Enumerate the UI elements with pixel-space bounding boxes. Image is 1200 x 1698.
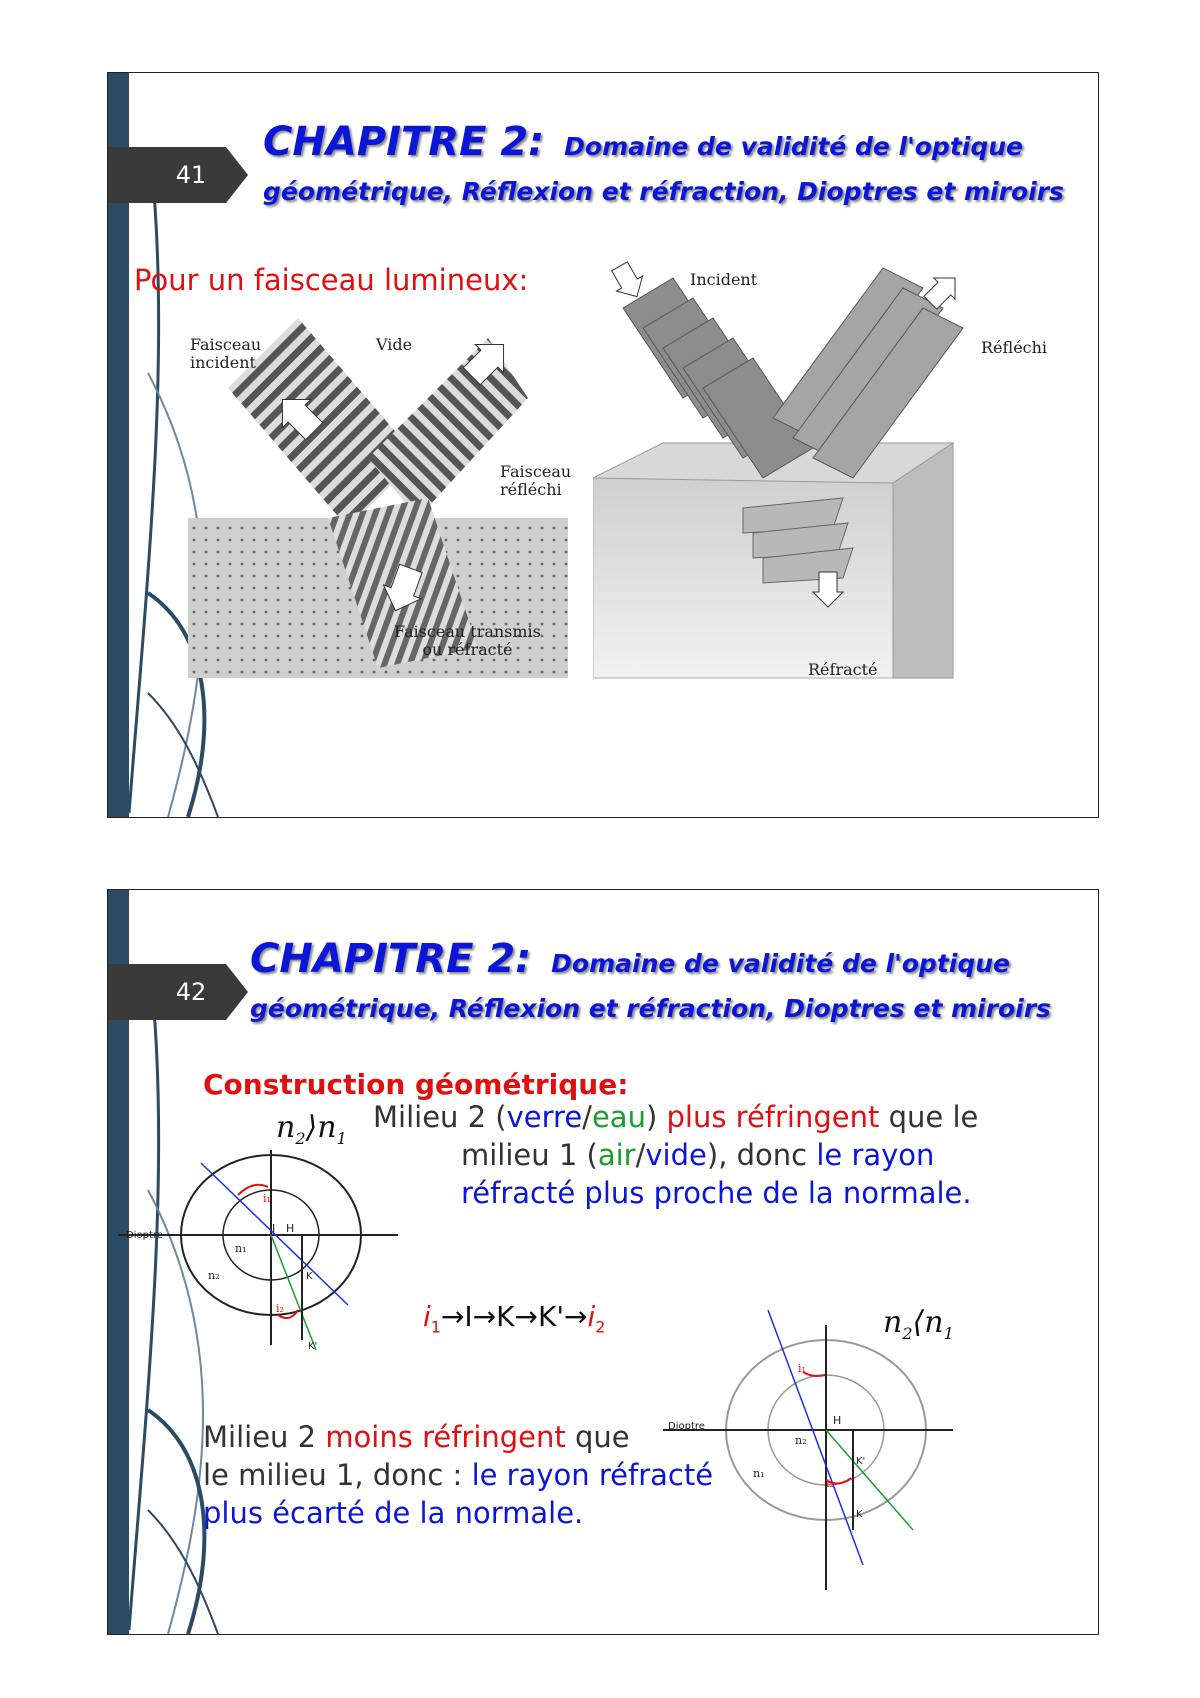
seq-i1-sub: 1	[430, 1317, 441, 1337]
label-K-prime: K'	[308, 1341, 318, 1352]
intro-text: Pour un faisceau lumineux:	[134, 263, 529, 297]
label-H: H	[286, 1222, 295, 1235]
chapter-title-sub1: Domaine de validité de l'optique	[551, 949, 1010, 978]
text: le milieu 1, donc :	[203, 1458, 472, 1492]
n2-subscript: 2	[295, 1129, 306, 1148]
chapter-title-main: CHAPITRE 2:	[263, 119, 545, 165]
relation-symbol: ⟨	[912, 1305, 925, 1340]
word-verre: verre	[506, 1100, 583, 1134]
relation-symbol: ⟩	[305, 1110, 318, 1145]
label-n1: n₁	[235, 1242, 247, 1255]
slide-number: 41	[175, 161, 207, 189]
text: Milieu 2	[203, 1420, 326, 1454]
block-side	[893, 443, 953, 678]
label-K-2: K	[856, 1509, 863, 1520]
label-I: I	[272, 1222, 276, 1235]
n1-subscript: 1	[943, 1324, 954, 1343]
n2-symbol: n	[883, 1305, 903, 1340]
seq-i2-sub: 2	[595, 1317, 606, 1337]
label-vide: Vide	[376, 335, 413, 354]
plane-wave-figure	[593, 248, 993, 698]
paragraph-moins-refringent	[203, 1418, 713, 1532]
chapter-title	[263, 119, 1023, 165]
label-i1-2: i₁	[798, 1362, 806, 1375]
word-eau: eau	[591, 1100, 646, 1134]
text: /	[635, 1138, 646, 1172]
para2-line1	[203, 1418, 713, 1456]
slide-42	[107, 889, 1099, 1635]
label-faisceau-transmis: Faisceau transmis ou réfracté	[394, 622, 541, 659]
text: milieu 1 (	[461, 1138, 598, 1172]
word-le-rayon-refracte: le rayon réfracté	[471, 1458, 714, 1492]
para1-line1	[373, 1098, 978, 1136]
text: que le	[879, 1100, 979, 1134]
word-le-rayon: le rayon	[816, 1138, 935, 1172]
label-i2: i₂	[276, 1302, 284, 1315]
paragraph-plus-refringent	[373, 1098, 978, 1212]
seq-i2: i	[587, 1300, 596, 1333]
word-plus-refringent: plus réfringent	[666, 1100, 880, 1134]
label-H-2: H	[833, 1414, 842, 1427]
text: )	[645, 1100, 667, 1134]
text: ), donc	[706, 1138, 817, 1172]
label-i2-2: i₂	[826, 1477, 834, 1490]
label-faisceau-incident: Faisceau incident	[190, 335, 262, 372]
label-incident: Incident	[690, 270, 758, 289]
slide-41	[107, 72, 1099, 818]
para1-line3: réfracté plus proche de la normale.	[461, 1176, 972, 1210]
word-vide: vide	[645, 1138, 707, 1172]
chapter-title	[250, 936, 1010, 982]
refraction-diagram-denser	[118, 1135, 418, 1375]
label-i1: i₁	[263, 1192, 271, 1205]
n1-symbol: n	[924, 1305, 944, 1340]
para2-line2	[203, 1456, 713, 1494]
chapter-title-sub2: géométrique, Réflexion et réfraction, Dioptres et miroirs	[250, 994, 1051, 1023]
word-air: air	[597, 1138, 636, 1172]
label-dioptre: Dioptre	[126, 1230, 163, 1241]
n2-symbol: n	[276, 1110, 296, 1145]
label-n1-2: n₁	[753, 1467, 765, 1480]
label-dioptre-2: Dioptre	[668, 1421, 705, 1432]
text: que	[565, 1420, 630, 1454]
slide-number: 42	[175, 978, 207, 1006]
label-n2: n₂	[208, 1269, 220, 1282]
construction-sequence	[423, 1300, 605, 1337]
chapter-title-sub2: géométrique, Réflexion et réfraction, Dioptres et miroirs	[263, 177, 1064, 206]
n1-subscript: 1	[336, 1129, 347, 1148]
label-reflechi: Réfléchi	[981, 338, 1048, 357]
chapter-title-sub1: Domaine de validité de l'optique	[564, 132, 1023, 161]
seq-i1: i	[423, 1300, 431, 1333]
n2-subscript: 2	[902, 1324, 913, 1343]
text: Milieu 2 (	[373, 1100, 507, 1134]
chapter-title-main: CHAPITRE 2:	[250, 936, 532, 982]
seq-middle: →I→K→K'→	[440, 1300, 588, 1333]
text: /	[582, 1100, 592, 1134]
para1-line2	[373, 1136, 978, 1174]
word-moins-refringent: moins réfringent	[325, 1420, 566, 1454]
label-refracte: Réfracté	[808, 660, 878, 679]
label-K: K	[306, 1271, 313, 1282]
n1-symbol: n	[317, 1110, 337, 1145]
para2-line3: plus écarté de la normale.	[203, 1496, 584, 1530]
section-heading: Construction géométrique:	[203, 1068, 629, 1101]
label-faisceau-reflechi: Faisceau réfléchi	[500, 462, 572, 499]
label-n2-2: n₂	[795, 1434, 807, 1447]
label-K-prime-2: K'	[856, 1456, 866, 1467]
